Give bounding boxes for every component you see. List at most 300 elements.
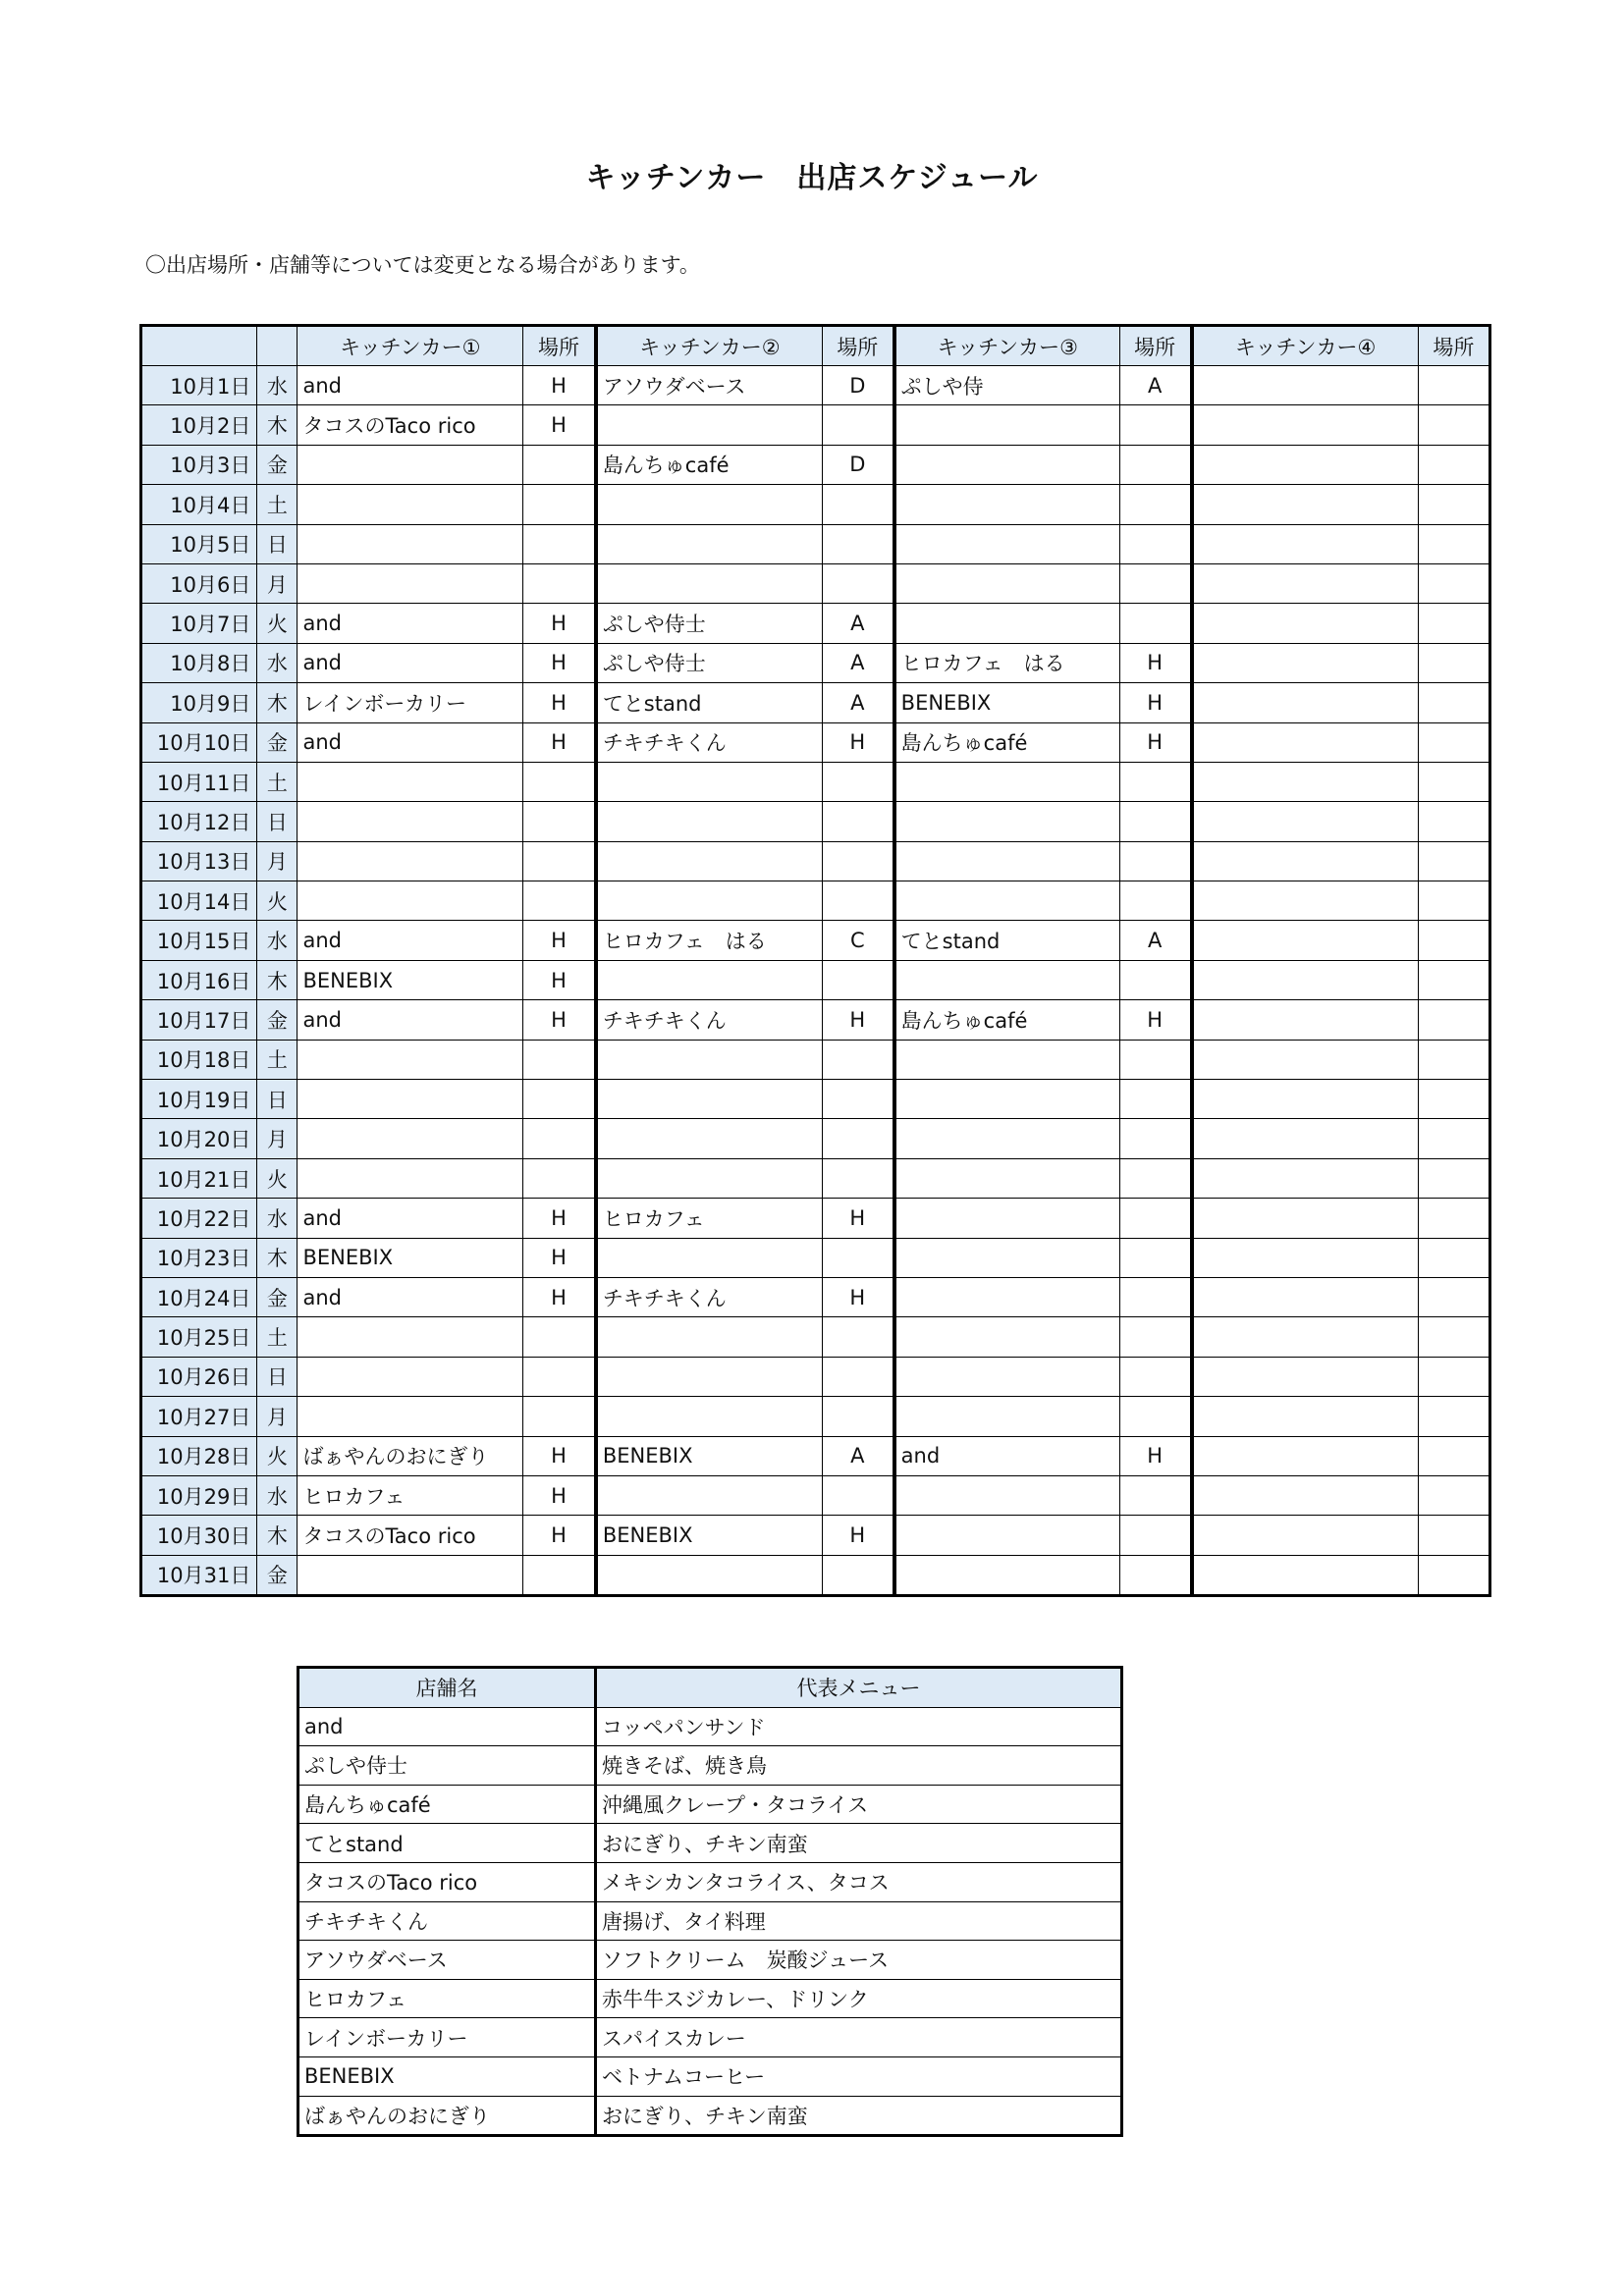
schedule-row (141, 921, 1490, 960)
car2-location-cell (822, 1317, 893, 1357)
schedule-row (141, 485, 1490, 524)
car2-shop-cell (596, 841, 823, 881)
date-cell: 10月19日 (141, 1080, 257, 1119)
car2-location-cell (822, 524, 893, 563)
weekday-cell: 水 (257, 1475, 298, 1515)
car3-location-cell (1119, 563, 1191, 603)
weekday-cell: 木 (257, 960, 298, 999)
car4-shop-cell (1192, 1317, 1419, 1357)
car4-location-cell (1418, 722, 1489, 762)
car2-shop-cell (596, 485, 823, 524)
weekday-cell: 火 (257, 881, 298, 921)
schedule-row (141, 563, 1490, 603)
car3-location-cell: H (1119, 1436, 1191, 1475)
schedule-row (141, 1317, 1490, 1357)
car1-shop-cell (298, 881, 523, 921)
signature-menu-cell: 焼きそば、焼き鳥 (596, 1746, 1122, 1786)
car4-shop-cell (1192, 1000, 1419, 1040)
car2-shop-cell: チキチキくん (596, 722, 823, 762)
car1-shop-cell: and (298, 722, 523, 762)
car4-shop-cell (1192, 1397, 1419, 1436)
weekday-cell: 水 (257, 921, 298, 960)
car2-location-cell: A (822, 604, 893, 643)
car2-location-cell: D (822, 366, 893, 405)
notice-text: 〇出店場所・店舗等については変更となる場合があります。 (145, 253, 700, 277)
schedule-row (141, 1436, 1490, 1475)
car3-shop-cell (894, 1555, 1120, 1595)
car4-location-cell (1418, 563, 1489, 603)
signature-menu-cell: 唐揚げ、タイ料理 (596, 1901, 1122, 1941)
header-date-blank (141, 326, 257, 366)
car3-location-cell (1119, 1040, 1191, 1079)
car2-location-cell (822, 802, 893, 841)
car2-location-cell: A (822, 643, 893, 682)
car4-shop-cell (1192, 604, 1419, 643)
car1-shop-cell (298, 445, 523, 484)
car2-location-cell: H (822, 1199, 893, 1238)
weekday-cell: 日 (257, 524, 298, 563)
car3-shop-cell (894, 1199, 1120, 1238)
weekday-cell: 金 (257, 722, 298, 762)
car4-location-cell (1418, 960, 1489, 999)
car2-location-cell (822, 1158, 893, 1198)
date-cell: 10月31日 (141, 1555, 257, 1595)
car4-shop-cell (1192, 1040, 1419, 1079)
header-loc4: 場所 (1418, 326, 1489, 366)
car1-shop-cell (298, 1158, 523, 1198)
car3-location-cell (1119, 802, 1191, 841)
car2-shop-cell: てとstand (596, 683, 823, 722)
car2-location-cell: H (822, 1000, 893, 1040)
signature-menu-cell: コッペパンサンド (596, 1707, 1122, 1746)
car2-shop-cell: ヒロカフェ (596, 1199, 823, 1238)
schedule-row (141, 1397, 1490, 1436)
car4-location-cell (1418, 683, 1489, 722)
date-cell: 10月1日 (141, 366, 257, 405)
shop-name-cell: ばぁやんのおにぎり (298, 2096, 596, 2136)
weekday-cell: 火 (257, 1158, 298, 1198)
car3-location-cell (1119, 1357, 1191, 1396)
car4-location-cell (1418, 1277, 1489, 1316)
car3-location-cell: A (1119, 366, 1191, 405)
date-cell: 10月7日 (141, 604, 257, 643)
schedule-table (139, 324, 1491, 1597)
schedule-row (141, 762, 1490, 801)
date-cell: 10月12日 (141, 802, 257, 841)
car1-shop-cell: and (298, 1199, 523, 1238)
car2-location-cell (822, 1475, 893, 1515)
car1-location-cell: H (523, 1199, 596, 1238)
car1-location-cell (523, 881, 596, 921)
car1-location-cell (523, 1158, 596, 1198)
car4-shop-cell (1192, 445, 1419, 484)
car2-location-cell: C (822, 921, 893, 960)
car3-shop-cell (894, 405, 1120, 445)
car2-shop-cell (596, 960, 823, 999)
signature-menu-cell: スパイスカレー (596, 2018, 1122, 2057)
car2-location-cell: H (822, 722, 893, 762)
car3-shop-cell (894, 524, 1120, 563)
car1-shop-cell: BENEBIX (298, 960, 523, 999)
car4-shop-cell (1192, 1199, 1419, 1238)
schedule-row (141, 1357, 1490, 1396)
car4-location-cell (1418, 1516, 1489, 1555)
car1-shop-cell (298, 1555, 523, 1595)
car3-shop-cell (894, 1080, 1120, 1119)
car3-shop-cell (894, 485, 1120, 524)
car2-location-cell: H (822, 1516, 893, 1555)
shop-name-cell: アソウダベース (298, 1941, 596, 1980)
menu-row (298, 1941, 1122, 1980)
weekday-cell: 月 (257, 841, 298, 881)
schedule-row (141, 604, 1490, 643)
weekday-cell: 水 (257, 643, 298, 682)
shop-name-cell: チキチキくん (298, 1901, 596, 1941)
schedule-row (141, 405, 1490, 445)
car2-location-cell (822, 841, 893, 881)
date-cell: 10月14日 (141, 881, 257, 921)
car3-shop-cell: ヒロカフェ はる (894, 643, 1120, 682)
car3-shop-cell: BENEBIX (894, 683, 1120, 722)
schedule-row (141, 1119, 1490, 1158)
car4-shop-cell (1192, 802, 1419, 841)
car4-location-cell (1418, 841, 1489, 881)
car3-location-cell (1119, 524, 1191, 563)
car2-shop-cell: ぷしや侍士 (596, 604, 823, 643)
weekday-cell: 土 (257, 485, 298, 524)
schedule-row (141, 722, 1490, 762)
car4-location-cell (1418, 1555, 1489, 1595)
car2-location-cell: A (822, 1436, 893, 1475)
car3-location-cell (1119, 1080, 1191, 1119)
car2-location-cell: D (822, 445, 893, 484)
car3-shop-cell: and (894, 1436, 1120, 1475)
car1-shop-cell (298, 802, 523, 841)
weekday-cell: 日 (257, 1357, 298, 1396)
car3-location-cell (1119, 1277, 1191, 1316)
car1-location-cell (523, 762, 596, 801)
weekday-cell: 火 (257, 604, 298, 643)
car2-location-cell: H (822, 1277, 893, 1316)
car2-shop-cell (596, 1357, 823, 1396)
car2-location-cell (822, 881, 893, 921)
shop-name-cell: レインボーカリー (298, 2018, 596, 2057)
car4-location-cell (1418, 1119, 1489, 1158)
car1-location-cell (523, 1040, 596, 1079)
car2-shop-cell: ぷしや侍士 (596, 643, 823, 682)
car1-location-cell: H (523, 405, 596, 445)
car4-location-cell (1418, 1475, 1489, 1515)
car3-location-cell (1119, 960, 1191, 999)
car1-location-cell: H (523, 722, 596, 762)
car3-location-cell: H (1119, 1000, 1191, 1040)
car3-location-cell (1119, 1158, 1191, 1198)
car1-location-cell (523, 563, 596, 603)
car2-shop-cell (596, 802, 823, 841)
car1-location-cell (523, 1119, 596, 1158)
date-cell: 10月5日 (141, 524, 257, 563)
car3-location-cell (1119, 1475, 1191, 1515)
date-cell: 10月28日 (141, 1436, 257, 1475)
menu-row (298, 1824, 1122, 1863)
menu-row (298, 1862, 1122, 1901)
schedule-row (141, 1277, 1490, 1316)
weekday-cell: 土 (257, 762, 298, 801)
car4-shop-cell (1192, 722, 1419, 762)
weekday-cell: 日 (257, 802, 298, 841)
car1-shop-cell: and (298, 921, 523, 960)
car3-shop-cell (894, 445, 1120, 484)
car2-shop-cell: チキチキくん (596, 1000, 823, 1040)
car1-shop-cell: レインボーカリー (298, 683, 523, 722)
car4-location-cell (1418, 881, 1489, 921)
car1-shop-cell (298, 1040, 523, 1079)
car2-location-cell (822, 1238, 893, 1277)
car1-location-cell: H (523, 643, 596, 682)
header-car1: キッチンカー① (298, 326, 523, 366)
car2-shop-cell: BENEBIX (596, 1436, 823, 1475)
car2-location-cell: A (822, 683, 893, 722)
car4-location-cell (1418, 445, 1489, 484)
car3-location-cell (1119, 881, 1191, 921)
signature-menu-cell: 赤牛牛スジカレー、ドリンク (596, 1979, 1122, 2018)
car2-shop-cell (596, 405, 823, 445)
schedule-row (141, 1238, 1490, 1277)
signature-menu-cell: おにぎり、チキン南蛮 (596, 1824, 1122, 1863)
car2-shop-cell (596, 524, 823, 563)
weekday-cell: 金 (257, 1277, 298, 1316)
car2-shop-cell: ヒロカフェ はる (596, 921, 823, 960)
date-cell: 10月30日 (141, 1516, 257, 1555)
car4-location-cell (1418, 643, 1489, 682)
car1-shop-cell (298, 841, 523, 881)
date-cell: 10月16日 (141, 960, 257, 999)
car4-shop-cell (1192, 1516, 1419, 1555)
car1-location-cell (523, 1555, 596, 1595)
car4-location-cell (1418, 604, 1489, 643)
weekday-cell: 土 (257, 1040, 298, 1079)
car1-location-cell (523, 485, 596, 524)
signature-menu-cell: メキシカンタコライス、タコス (596, 1862, 1122, 1901)
car3-location-cell (1119, 1238, 1191, 1277)
car1-shop-cell (298, 1317, 523, 1357)
weekday-cell: 金 (257, 1000, 298, 1040)
car2-shop-cell (596, 1080, 823, 1119)
schedule-row (141, 1080, 1490, 1119)
car3-shop-cell: ぷしや侍 (894, 366, 1120, 405)
car2-location-cell (822, 1119, 893, 1158)
car2-shop-cell (596, 1238, 823, 1277)
car4-shop-cell (1192, 841, 1419, 881)
car1-location-cell: H (523, 1000, 596, 1040)
car4-location-cell (1418, 1158, 1489, 1198)
shop-name-cell: ヒロカフェ (298, 1979, 596, 2018)
car3-shop-cell: 島んちゅcafé (894, 722, 1120, 762)
date-cell: 10月13日 (141, 841, 257, 881)
car3-shop-cell (894, 762, 1120, 801)
car3-shop-cell (894, 1119, 1120, 1158)
car4-location-cell (1418, 405, 1489, 445)
car1-location-cell (523, 1397, 596, 1436)
car4-shop-cell (1192, 524, 1419, 563)
shop-name-cell: and (298, 1707, 596, 1746)
signature-menu-cell: おにぎり、チキン南蛮 (596, 2096, 1122, 2136)
car3-shop-cell: てとstand (894, 921, 1120, 960)
date-cell: 10月15日 (141, 921, 257, 960)
car2-shop-cell (596, 1317, 823, 1357)
car2-shop-cell: 島んちゅcafé (596, 445, 823, 484)
shop-name-cell: タコスのTaco rico (298, 1862, 596, 1901)
car2-location-cell (822, 960, 893, 999)
car4-location-cell (1418, 1000, 1489, 1040)
car1-location-cell (523, 802, 596, 841)
weekday-cell: 水 (257, 1199, 298, 1238)
car3-shop-cell (894, 1397, 1120, 1436)
car1-shop-cell: and (298, 643, 523, 682)
schedule-row (141, 1158, 1490, 1198)
signature-menu-cell: 沖縄風クレープ・タコライス (596, 1785, 1122, 1824)
schedule-row (141, 1199, 1490, 1238)
date-cell: 10月24日 (141, 1277, 257, 1316)
car1-shop-cell (298, 1357, 523, 1396)
car3-shop-cell (894, 960, 1120, 999)
car2-location-cell (822, 1397, 893, 1436)
menu-row (298, 2096, 1122, 2136)
schedule-row (141, 960, 1490, 999)
date-cell: 10月26日 (141, 1357, 257, 1396)
car4-location-cell (1418, 366, 1489, 405)
car2-location-cell (822, 1040, 893, 1079)
car1-shop-cell: タコスのTaco rico (298, 1516, 523, 1555)
car2-shop-cell (596, 1475, 823, 1515)
menu-row (298, 1785, 1122, 1824)
header-car4: キッチンカー④ (1192, 326, 1419, 366)
car1-shop-cell: ばぁやんのおにぎり (298, 1436, 523, 1475)
car4-location-cell (1418, 1080, 1489, 1119)
schedule-row (141, 445, 1490, 484)
car4-shop-cell (1192, 960, 1419, 999)
car4-location-cell (1418, 762, 1489, 801)
car4-location-cell (1418, 524, 1489, 563)
car3-location-cell (1119, 1317, 1191, 1357)
car2-location-cell (822, 1357, 893, 1396)
header-signature-menu: 代表メニュー (596, 1668, 1122, 1708)
car1-shop-cell: BENEBIX (298, 1238, 523, 1277)
car1-shop-cell: and (298, 1277, 523, 1316)
weekday-cell: 木 (257, 1516, 298, 1555)
car4-location-cell (1418, 1357, 1489, 1396)
page-title: キッチンカー 出店スケジュール (585, 161, 1039, 195)
car1-location-cell: H (523, 960, 596, 999)
car1-shop-cell (298, 563, 523, 603)
date-cell: 10月4日 (141, 485, 257, 524)
car3-location-cell: H (1119, 722, 1191, 762)
car4-location-cell (1418, 485, 1489, 524)
weekday-cell: 月 (257, 563, 298, 603)
date-cell: 10月23日 (141, 1238, 257, 1277)
car3-location-cell (1119, 604, 1191, 643)
header-loc3: 場所 (1119, 326, 1191, 366)
car1-shop-cell (298, 1397, 523, 1436)
car2-location-cell (822, 485, 893, 524)
menu-row (298, 1901, 1122, 1941)
menu-row (298, 2056, 1122, 2096)
car1-location-cell: H (523, 1516, 596, 1555)
car4-shop-cell (1192, 683, 1419, 722)
menu-table (297, 1666, 1123, 2137)
car2-location-cell (822, 1555, 893, 1595)
schedule-row (141, 1000, 1490, 1040)
car1-location-cell (523, 1080, 596, 1119)
car4-location-cell (1418, 802, 1489, 841)
date-cell: 10月27日 (141, 1397, 257, 1436)
weekday-cell: 木 (257, 405, 298, 445)
car3-shop-cell (894, 604, 1120, 643)
car3-shop-cell (894, 1040, 1120, 1079)
header-shop-name: 店舗名 (298, 1668, 596, 1708)
car2-location-cell (822, 563, 893, 603)
weekday-cell: 金 (257, 1555, 298, 1595)
car4-shop-cell (1192, 1119, 1419, 1158)
car3-shop-cell (894, 802, 1120, 841)
car3-shop-cell (894, 1158, 1120, 1198)
car2-shop-cell: アソウダベース (596, 366, 823, 405)
date-cell: 10月17日 (141, 1000, 257, 1040)
car2-shop-cell (596, 1397, 823, 1436)
car4-shop-cell (1192, 1357, 1419, 1396)
weekday-cell: 土 (257, 1317, 298, 1357)
car1-location-cell: H (523, 921, 596, 960)
car4-shop-cell (1192, 1555, 1419, 1595)
car4-shop-cell (1192, 1436, 1419, 1475)
car1-shop-cell (298, 524, 523, 563)
header-loc1: 場所 (523, 326, 596, 366)
shop-name-cell: ぷしや侍士 (298, 1746, 596, 1786)
car4-shop-cell (1192, 921, 1419, 960)
car3-shop-cell (894, 1475, 1120, 1515)
car1-shop-cell: ヒロカフェ (298, 1475, 523, 1515)
car3-location-cell (1119, 1119, 1191, 1158)
car2-shop-cell: チキチキくん (596, 1277, 823, 1316)
header-car2: キッチンカー② (596, 326, 823, 366)
car3-location-cell (1119, 445, 1191, 484)
car1-shop-cell: and (298, 1000, 523, 1040)
car1-location-cell: H (523, 1475, 596, 1515)
car4-shop-cell (1192, 762, 1419, 801)
date-cell: 10月20日 (141, 1119, 257, 1158)
car3-shop-cell (894, 881, 1120, 921)
car4-location-cell (1418, 1397, 1489, 1436)
header-dow-blank (257, 326, 298, 366)
car4-shop-cell (1192, 643, 1419, 682)
car1-shop-cell (298, 762, 523, 801)
car4-shop-cell (1192, 563, 1419, 603)
schedule-row (141, 1516, 1490, 1555)
car3-location-cell: A (1119, 921, 1191, 960)
car1-location-cell (523, 841, 596, 881)
signature-menu-cell: ソフトクリーム 炭酸ジュース (596, 1941, 1122, 1980)
date-cell: 10月22日 (141, 1199, 257, 1238)
weekday-cell: 月 (257, 1119, 298, 1158)
car3-location-cell (1119, 762, 1191, 801)
shop-name-cell: 島んちゅcafé (298, 1785, 596, 1824)
car3-location-cell (1119, 1199, 1191, 1238)
date-cell: 10月2日 (141, 405, 257, 445)
car3-location-cell (1119, 1516, 1191, 1555)
car3-location-cell (1119, 405, 1191, 445)
date-cell: 10月11日 (141, 762, 257, 801)
car2-shop-cell (596, 1040, 823, 1079)
